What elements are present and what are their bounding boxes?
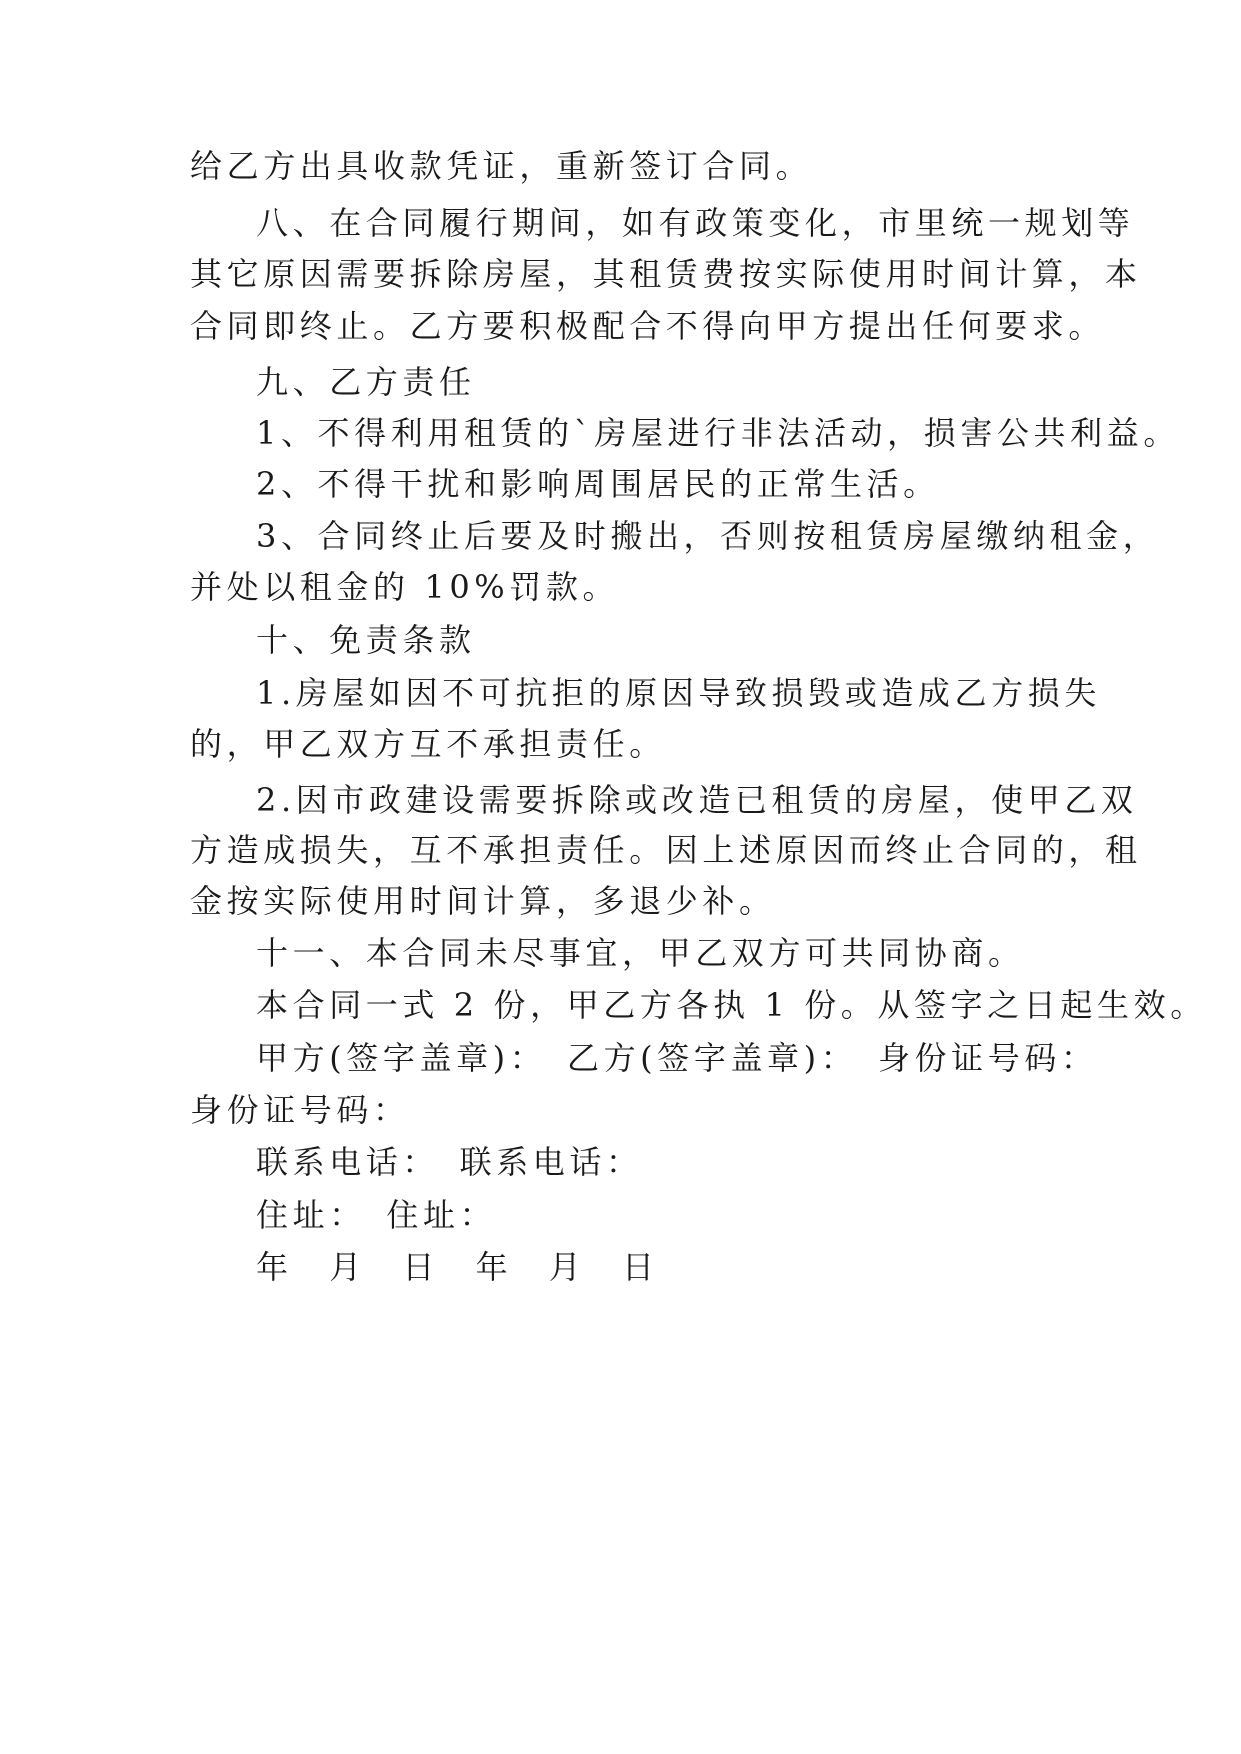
clause-9-item-1: 1、不得利用租赁的`房屋进行非法活动，损害公共利益。 [256, 414, 1180, 452]
phone-line: 联系电话： 联系电话： [256, 1143, 643, 1181]
clause-10-item-2: 2.因市政建设需要拆除或改造已租赁的房屋，使甲乙双 [256, 781, 1138, 819]
clause-10-heading: 十、免责条款 [256, 621, 476, 659]
clause-11: 十一、本合同未尽事宜，甲乙双方可共同协商。 [256, 934, 1025, 972]
clause-9-heading: 九、乙方责任 [256, 363, 476, 401]
address-line: 住址： 住址： [256, 1196, 497, 1234]
clause-9-item-2: 2、不得干扰和影响周围居民的正常生活。 [256, 465, 940, 503]
clause-9-item-3: 3、合同终止后要及时搬出，否则按租赁房屋缴纳租金， [256, 517, 1160, 555]
text-line: 给乙方出具收款凭证，重新签订合同。 [190, 147, 813, 185]
text-line: 其它原因需要拆除房屋，其租赁费按实际使用时间计算，本 [190, 255, 1142, 293]
text-line: 合同即终止。乙方要积极配合不得向甲方提出任何要求。 [190, 307, 1106, 345]
copies-clause: 本合同一式 2 份，甲乙方各执 1 份。从签字之日起生效。 [256, 986, 1207, 1024]
date-line: 年 月 日 年 月 日 [256, 1248, 659, 1286]
text-line: 并处以租金的 10%罚款。 [190, 568, 620, 606]
id-number-line: 身份证号码： [190, 1091, 410, 1129]
text-line: 的，甲乙双方互不承担责任。 [190, 725, 666, 763]
signature-line: 甲方(签字盖章)： 乙方(签字盖章)： 身份证号码： [256, 1039, 1098, 1077]
clause-10-item-1: 1.房屋如因不可抗拒的原因导致损毁或造成乙方损失 [256, 674, 1101, 712]
text-line: 金按实际使用时间计算，多退少补。 [190, 882, 776, 920]
clause-8-heading: 八、在合同履行期间，如有政策变化，市里统一规划等 [256, 204, 1135, 242]
text-line: 方造成损失，互不承担责任。因上述原因而终止合同的，租 [190, 831, 1142, 869]
